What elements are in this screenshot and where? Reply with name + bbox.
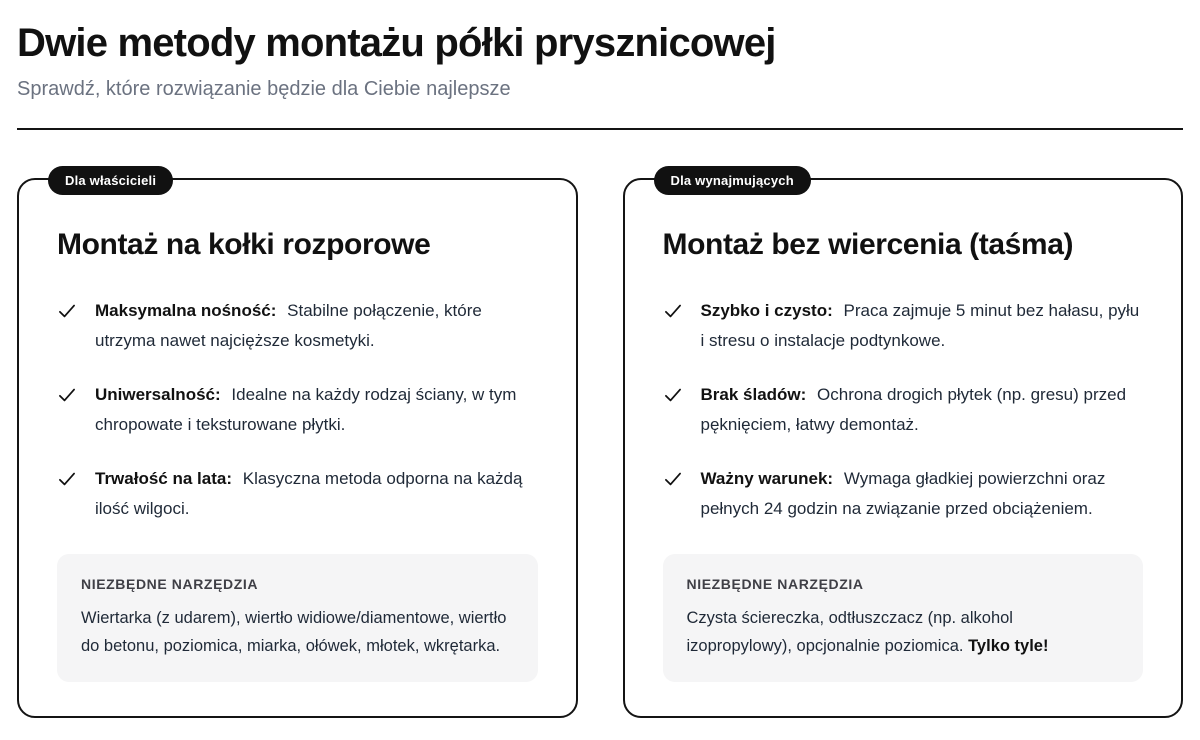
tools-bold-suffix: Tylko tyle! <box>968 637 1049 655</box>
audience-badge: Dla wynajmujących <box>654 166 811 195</box>
tools-box-title: NIEZBĘDNE NARZĘDZIA <box>686 576 864 592</box>
feature-description: Idealne na każdy rodzaj ściany, w tym chropowate i teksturowane płytki. <box>95 384 517 434</box>
feature-item <box>57 464 538 524</box>
feature-item <box>663 464 1144 524</box>
feature-description: Wymaga gładkiej powierzchni oraz pełnych 24 godzin na związanie przed obciążeniem. <box>700 468 1106 518</box>
feature-label: Brak śladów: <box>700 384 807 404</box>
feature-label: Szybko i czysto: <box>700 300 833 320</box>
feature-text <box>95 296 538 356</box>
feature-label: Ważny warunek: <box>700 468 834 488</box>
tools-box-text <box>81 604 514 660</box>
feature-label: Trwałość na lata: <box>95 468 232 488</box>
tools-box-text <box>687 604 1120 660</box>
audience-badge: Dla właścicieli <box>48 166 173 195</box>
tools-box <box>57 554 538 682</box>
feature-description: Stabilne połączenie, które utrzyma nawet najcięższe kosmetyki. <box>95 300 482 350</box>
feature-list <box>663 296 1144 548</box>
feature-list <box>57 296 538 548</box>
check-icon <box>57 469 77 489</box>
tools-list: Czysta ściereczka, odtłuszczacz (np. alkohol izopropylowy), opcjonalnie poziomica. <box>686 609 1013 655</box>
check-icon <box>663 469 683 489</box>
check-icon <box>57 385 77 405</box>
feature-text <box>701 296 1144 356</box>
feature-text <box>95 464 538 524</box>
check-icon <box>57 301 77 321</box>
tools-list: Wiertarka (z udarem), wiertło widiowe/diamentowe, wiertło do betonu, poziomica, miarka, ołówek, młotek, wkrętarka. <box>81 609 507 655</box>
feature-item <box>57 380 538 440</box>
feature-item <box>57 296 538 356</box>
feature-label: Maksymalna nośność: <box>95 300 277 320</box>
check-icon <box>663 385 683 405</box>
feature-description: Ochrona drogich płytek (np. gresu) przed pęknięciem, łatwy demontaż. <box>700 384 1127 434</box>
card-heading: Montaż bez wiercenia (taśma) <box>662 228 1074 261</box>
tools-box <box>663 554 1144 682</box>
card-owners <box>17 173 578 718</box>
feature-item <box>663 296 1144 356</box>
feature-label: Uniwersalność: <box>95 384 221 404</box>
check-icon <box>663 301 683 321</box>
feature-description: Klasyczna metoda odporna na każdą ilość wilgoci. <box>95 468 523 518</box>
card-heading: Montaż na kołki rozporowe <box>57 228 431 261</box>
page-title: Dwie metody montażu półki prysznicowej <box>17 21 776 65</box>
comparison-cards <box>17 173 1183 718</box>
feature-text <box>701 380 1144 440</box>
feature-text <box>701 464 1144 524</box>
feature-item <box>663 380 1144 440</box>
tools-box-title: NIEZBĘDNE NARZĘDZIA <box>81 576 259 592</box>
feature-description: Praca zajmuje 5 minut bez hałasu, pyłu i stresu o instalacje podtynkowe. <box>700 300 1140 350</box>
header-divider <box>17 128 1183 130</box>
feature-text <box>95 380 538 440</box>
card-renters <box>623 173 1184 718</box>
page-subtitle: Sprawdź, które rozwiązanie będzie dla Ciebie najlepsze <box>17 78 511 100</box>
